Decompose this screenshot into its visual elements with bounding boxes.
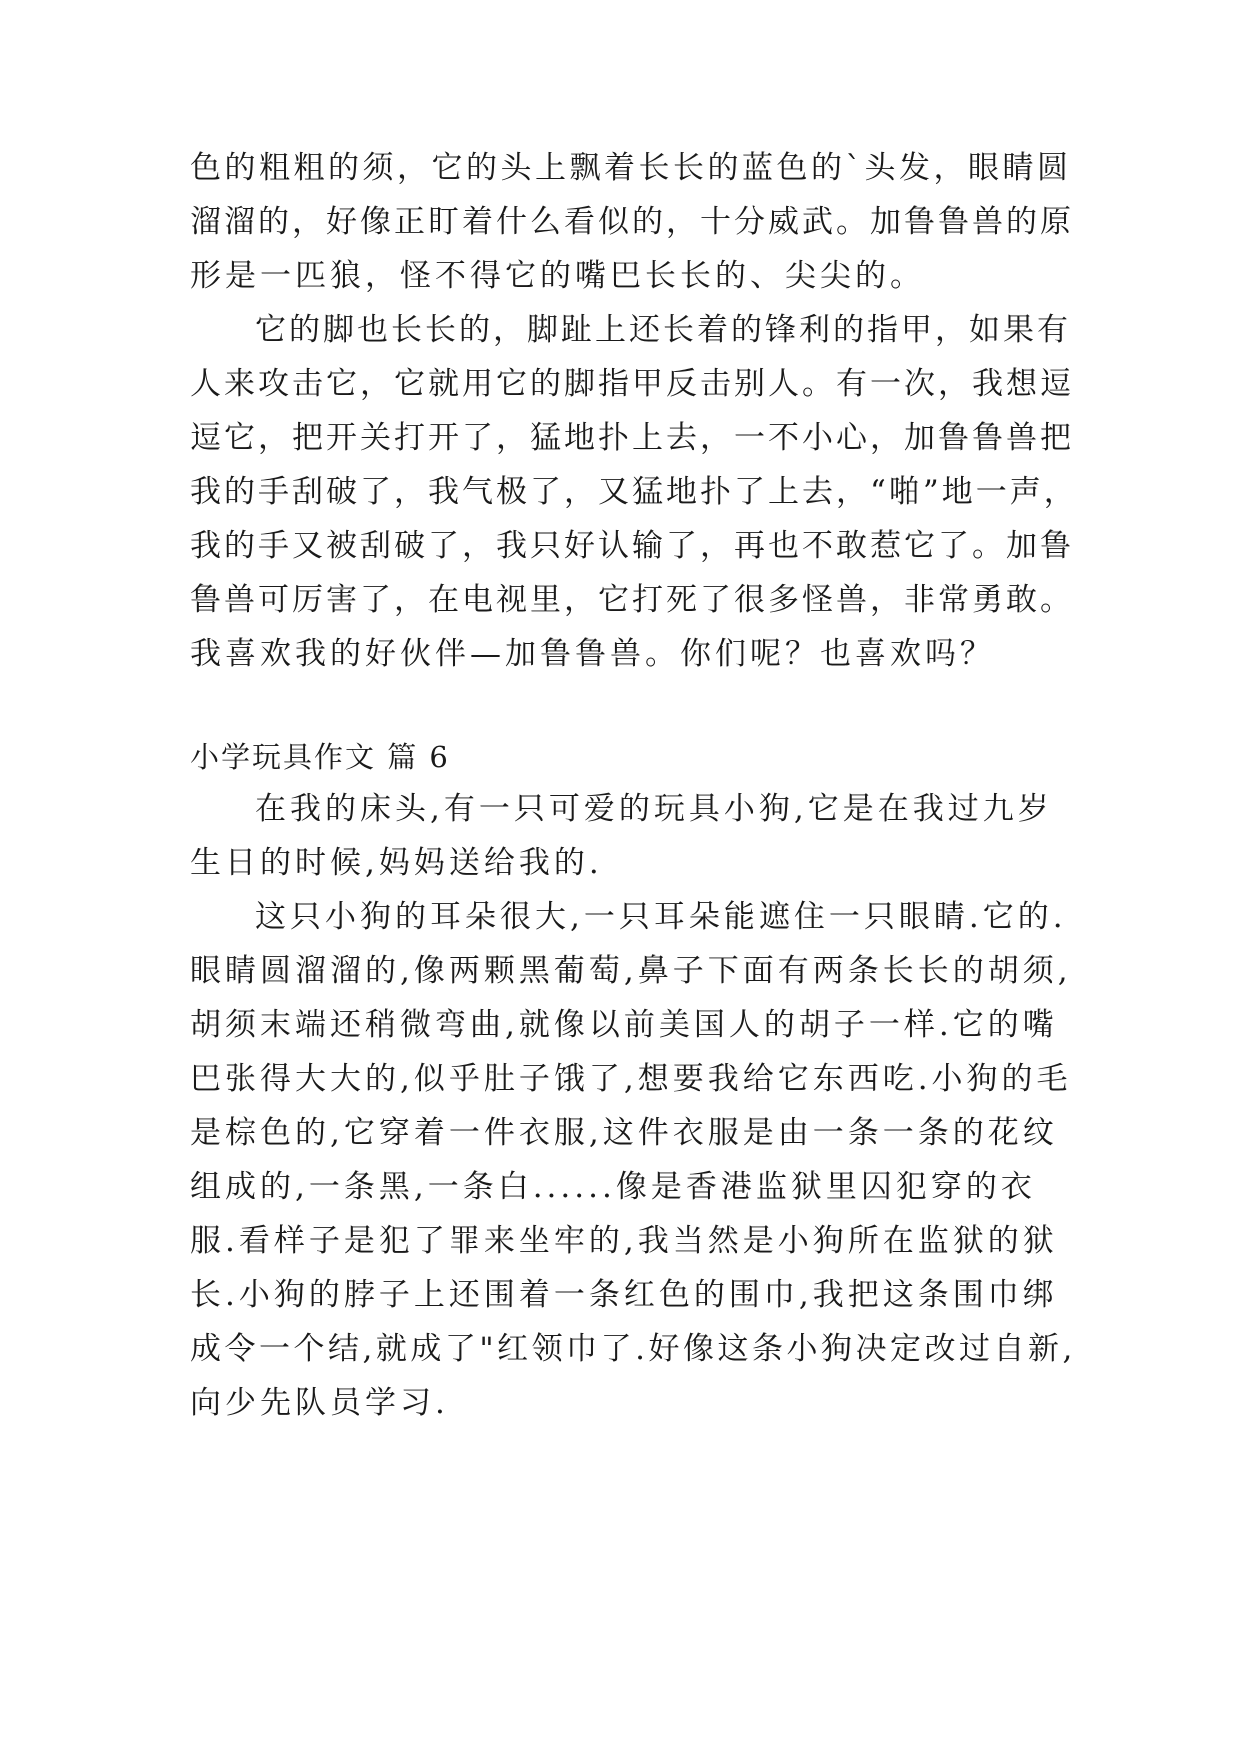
- text-line: 这只小狗的耳朵很大,一只耳朵能遮住一只眼睛.它的.: [255, 899, 1067, 935]
- text-line: 生日的时候,妈妈送给我的.: [190, 845, 603, 881]
- text-line: 眼睛圆溜溜的,像两颗黑葡萄,鼻子下面有两条长长的胡须,: [190, 953, 1072, 989]
- text-line: 我喜欢我的好伙伴—加鲁鲁兽。你们呢？也喜欢吗？: [190, 636, 995, 672]
- text-line: 色的粗粗的须，它的头上飘着长长的蓝色的`头发，眼睛圆: [190, 150, 1072, 186]
- text-line: 胡须末端还稍微弯曲,就像以前美国人的胡子一样.它的嘴: [190, 1007, 1058, 1043]
- text-line: 在我的床头,有一只可爱的玩具小狗,它是在我过九岁: [255, 791, 1053, 827]
- text-line: 巴张得大大的,似乎肚子饿了,想要我给它东西吃.小狗的毛: [190, 1061, 1072, 1097]
- text-line: 溜溜的，好像正盯着什么看似的，十分威武。加鲁鲁兽的原: [190, 204, 1074, 240]
- text-line: 我的手又被刮破了，我只好认输了，再也不敢惹它了。加鲁: [190, 528, 1074, 564]
- text-line: 服.看样子是犯了罪来坐牢的,我当然是小狗所在监狱的狱: [190, 1223, 1058, 1259]
- text-line: 它的脚也长长的，脚趾上还长着的锋利的指甲，如果有: [255, 312, 1071, 348]
- text-line: 长.小狗的脖子上还围着一条红色的围巾,我把这条围巾绑: [190, 1277, 1058, 1313]
- text-line: 向少先队员学习.: [190, 1385, 449, 1421]
- text-line: 是棕色的,它穿着一件衣服,这件衣服是由一条一条的花纹: [190, 1115, 1058, 1151]
- text-line: 我的手刮破了，我气极了，又猛地扑了上去，“啪”地一声，: [190, 474, 1078, 510]
- text-line: 形是一匹狼，怪不得它的嘴巴长长的、尖尖的。: [190, 258, 925, 294]
- text-line: 人来攻击它，它就用它的脚指甲反击别人。有一次，我想逗: [190, 366, 1074, 402]
- text-line: 成令一个结,就成了"红领巾了.好像这条小狗决定改过自新,: [190, 1331, 1076, 1367]
- text-line: 鲁兽可厉害了，在电视里，它打死了很多怪兽，非常勇敢。: [190, 582, 1074, 618]
- section-heading: 小学玩具作文 篇 6: [190, 740, 450, 774]
- text-line: 组成的,一条黑,一条白......像是香港监狱里囚犯穿的衣: [190, 1169, 1036, 1205]
- text-line: 逗它，把开关打开了，猛地扑上去，一不小心，加鲁鲁兽把: [190, 420, 1074, 456]
